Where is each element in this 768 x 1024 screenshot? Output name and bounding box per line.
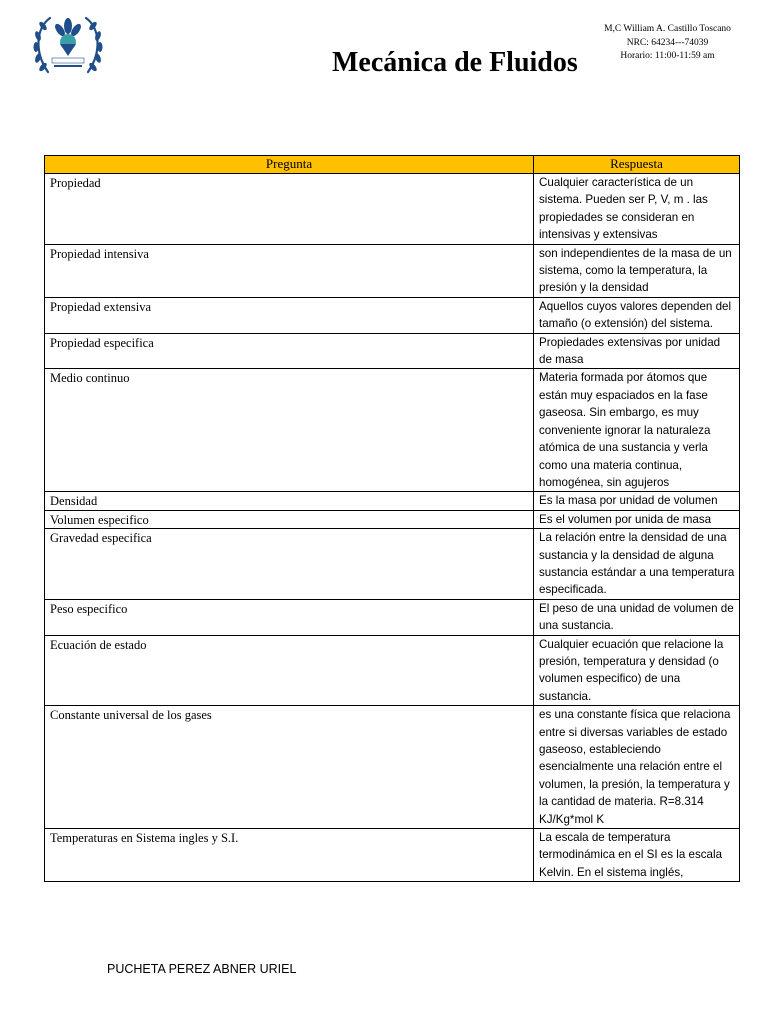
question-cell: Propiedad intensiva (45, 244, 534, 297)
answer-cell: La relación entre la densidad de una sustancia y la densidad de alguna sustancia estándar a una temperatura especificada. (534, 529, 740, 600)
student-name: PUCHETA PEREZ ABNER URIEL (107, 962, 297, 976)
question-cell: Densidad (45, 492, 534, 510)
question-cell: Volumen especifico (45, 510, 534, 528)
question-cell: Temperaturas en Sistema ingles y S.I. (45, 829, 534, 882)
table-row (45, 297, 740, 333)
answer-cell: Cualquier ecuación que relacione la presión, temperatura y densidad (o volumen especifico) de una sustancia. (534, 635, 740, 706)
table-row (45, 599, 740, 635)
table-row (45, 333, 740, 369)
university-logo (30, 12, 106, 80)
table-row (45, 635, 740, 706)
answer-cell: Es el volumen por unida de masa (534, 510, 740, 528)
answer-cell: Cualquier característica de un sistema. Pueden ser P, V, m . las propiedades se consideran en intensivas y extensivas (534, 174, 740, 245)
question-cell: Propiedad (45, 174, 534, 245)
table-row (45, 510, 740, 528)
answer-cell: Propiedades extensivas por unidad de masa (534, 333, 740, 369)
question-cell: Gravedad especifica (45, 529, 534, 600)
column-header-respuesta: Respuesta (534, 156, 740, 174)
question-cell: Constante universal de los gases (45, 706, 534, 829)
question-cell: Medio continuo (45, 369, 534, 492)
author-name: M,C William A. Castillo Toscano (604, 24, 731, 34)
answer-cell: son independientes de la masa de un sistema, como la temperatura, la presión y la densidad (534, 244, 740, 297)
question-cell: Ecuación de estado (45, 635, 534, 706)
answer-cell: es una constante física que relaciona entre si diversas variables de estado gaseoso, estableciendo esencialmente una relación entre el volumen, la presión, la temperatura y la cantidad de materia. R=8.314 KJ/Kg*mol K (534, 706, 740, 829)
table-row (45, 706, 740, 829)
table-row (45, 174, 740, 245)
course-info (585, 23, 750, 64)
nrc-code: NRC: 64234---74039 (626, 37, 709, 48)
question-cell: Propiedad especifica (45, 333, 534, 369)
answer-cell: El peso de una unidad de volumen de una sustancia. (534, 599, 740, 635)
table-row (45, 244, 740, 297)
table-row (45, 492, 740, 510)
table-row (45, 829, 740, 882)
question-cell: Propiedad extensiva (45, 297, 534, 333)
table-header-row (45, 156, 740, 174)
class-schedule: Horario: 11:00-11:59 am (620, 51, 715, 61)
page-title: Mecánica de Fluidos (332, 47, 578, 78)
table-row (45, 529, 740, 600)
qa-table (44, 155, 740, 882)
question-cell: Peso especifico (45, 599, 534, 635)
answer-cell: Es la masa por unidad de volumen (534, 492, 740, 510)
table-row (45, 369, 740, 492)
answer-cell: Materia formada por átomos que están muy espaciados en la fase gaseosa. Sin embargo, es muy conveniente ignorar la naturaleza atómica de una sustancia y verla como una materia continua, homogénea, sin agujeros (534, 369, 740, 492)
answer-cell: La escala de temperatura termodinámica en el SI es la escala Kelvin. En el sistema inglés, (534, 829, 740, 882)
column-header-pregunta: Pregunta (45, 156, 534, 174)
answer-cell: Aquellos cuyos valores dependen del tamaño (o extensión) del sistema. (534, 297, 740, 333)
